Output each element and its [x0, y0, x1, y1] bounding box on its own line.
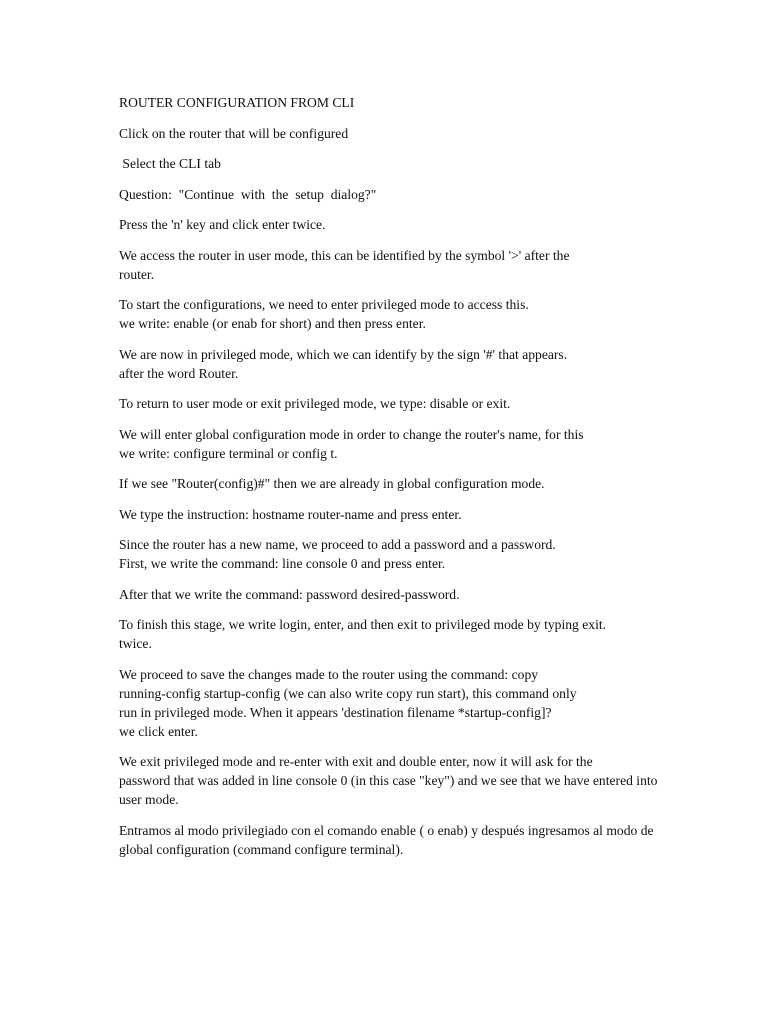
paragraph — [119, 665, 719, 741]
paragraph — [119, 474, 719, 493]
text-line: twice. — [119, 636, 152, 651]
text-line: To return to user mode or exit privileged mode, we type: disable or exit. — [119, 396, 511, 411]
paragraph — [119, 585, 719, 604]
text-line: we click enter. — [119, 723, 198, 739]
text-line: run in privileged mode. When it appears 'destination filename *startup-config]? — [119, 704, 552, 720]
text-line: user mode. — [119, 792, 179, 807]
text-line: router. — [119, 266, 155, 282]
paragraph — [119, 425, 719, 463]
paragraph — [119, 345, 719, 383]
paragraph — [119, 246, 719, 284]
text-line: Entramos al modo privilegiado con el comando enable ( o enab) y después ingresamos al modo de — [119, 822, 654, 838]
paragraph — [119, 295, 719, 333]
paragraph — [119, 821, 719, 859]
document-page — [119, 93, 719, 870]
text-line: We access the router in user mode, this can be identified by the symbol '>' after the — [119, 247, 570, 263]
text-line: Select the CLI tab — [119, 156, 221, 171]
paragraph — [119, 615, 719, 653]
text-line: running-config startup-config (we can also write copy run start), this command only — [119, 685, 577, 701]
paragraph — [119, 154, 719, 173]
document-body — [119, 124, 719, 859]
text-line: after the word Router. — [119, 365, 239, 381]
text-line: we write: configure terminal or config t. — [119, 445, 338, 461]
paragraph — [119, 215, 719, 234]
text-line: Question: "Continue with the setup dialog?" — [119, 186, 377, 202]
paragraph — [119, 535, 719, 573]
text-line: We will enter global configuration mode in order to change the router's name, for this — [119, 426, 584, 442]
text-line: Since the router has a new name, we proceed to add a password and a password. — [119, 537, 556, 552]
text-line: First, we write the command: line console 0 and press enter. — [119, 556, 446, 571]
paragraph — [119, 505, 719, 524]
text-line: Press the 'n' key and click enter twice. — [119, 217, 326, 232]
paragraph — [119, 752, 719, 809]
text-line: We type the instruction: hostname router-name and press enter. — [119, 506, 462, 522]
text-line: If we see "Router(config)#" then we are already in global configuration mode. — [119, 476, 545, 491]
paragraph — [119, 185, 719, 204]
text-line: Click on the router that will be configured — [119, 125, 349, 141]
text-line: We are now in privileged mode, which we can identify by the sign '#' that appears. — [119, 346, 568, 362]
paragraph — [119, 124, 719, 143]
text-line: password that was added in line console 0 (in this case "key") and we see that we have entered into — [119, 773, 658, 788]
text-line: To finish this stage, we write login, enter, and then exit to privileged mode by typing exit. — [119, 617, 607, 632]
text-line: After that we write the command: password desired-password. — [119, 586, 460, 602]
text-line: To start the configurations, we need to enter privileged mode to access this. — [119, 297, 529, 312]
text-line: we write: enable (or enab for short) and then press enter. — [119, 316, 426, 331]
document-title: ROUTER CONFIGURATION FROM CLI — [119, 95, 355, 110]
text-line: global configuration (command configure terminal). — [119, 841, 404, 857]
text-line: We exit privileged mode and re-enter with exit and double enter, now it will ask for the — [119, 754, 593, 769]
text-line: We proceed to save the changes made to the router using the command: copy — [119, 666, 539, 682]
paragraph — [119, 394, 719, 413]
